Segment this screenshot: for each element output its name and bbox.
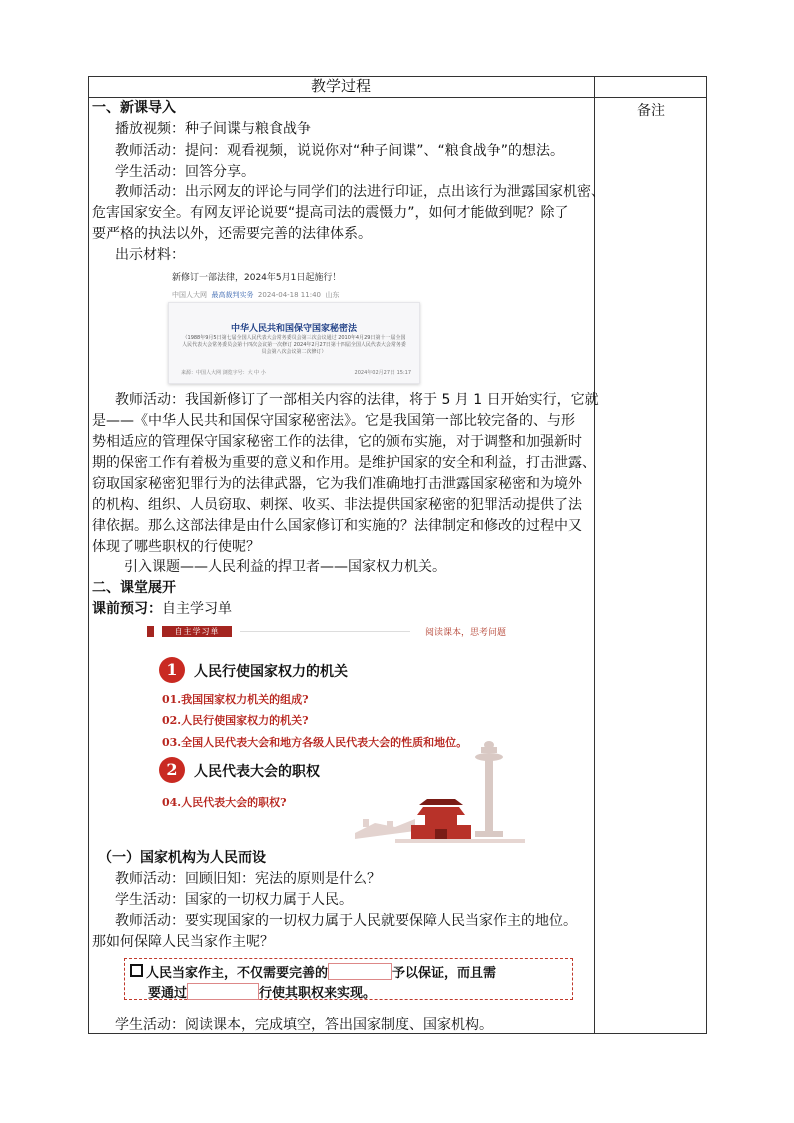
header-notes: 备注 xyxy=(637,103,665,119)
news-author: 最高裁判实务 xyxy=(211,291,254,299)
number-badge-1: 1 xyxy=(159,657,185,683)
text-line: 教师活动：回顾旧知：宪法的原则是什么？ xyxy=(115,871,381,887)
text-line: 出示材料： xyxy=(115,247,185,263)
news-card xyxy=(168,302,420,384)
text-line: 教师活动：出示网友的评论与同学们的法进行印证，点出该行为泄露国家机密、 xyxy=(115,184,605,200)
fill-text: 予以保证，而且需 xyxy=(392,966,497,981)
sheet-right-title: 阅读课本，思考问题 xyxy=(425,628,507,638)
question-4: 04.人民代表大会的职权? xyxy=(162,796,287,809)
number-badge-2: 2 xyxy=(159,757,185,783)
fill-text: 行使其职权来实现。 xyxy=(259,986,377,1001)
fill-line-2 xyxy=(148,982,376,1001)
text-line: 教师活动：提问：观看视频，说说你对“种子间谍”、“粮食战争”的想法。 xyxy=(115,143,565,159)
fill-text: 人民当家作主，不仅需要完善的 xyxy=(146,966,329,981)
fill-line-1 xyxy=(130,962,496,981)
question-3: 03.全国人民代表大会和地方各级人民代表大会的性质和地位。 xyxy=(162,736,468,749)
preview-text: 自主学习单 xyxy=(162,601,232,617)
preview-line xyxy=(92,600,232,618)
column-divider xyxy=(594,76,595,1034)
sheet-section-2: 人民代表大会的职权 xyxy=(194,764,320,780)
text-line: 教师活动：要实现国家的一切权力属于人民就要保障人民当家作主的地位。 xyxy=(115,913,577,929)
text-line: 那如何保障人民当家作主呢？ xyxy=(92,934,274,950)
sheet-tag: 自主学习单 xyxy=(162,626,232,637)
law-date: 2024年02月27日 15:17 xyxy=(354,370,411,376)
text-line: 势相适应的管理保守国家秘密工作的法律，它的颁布实施，对于调整和加强新时 xyxy=(92,434,582,450)
text-line: 学生活动：国家的一切权力属于人民。 xyxy=(115,892,353,908)
law-title: 中华人民共和国保守国家秘密法 xyxy=(230,324,357,334)
text-line: 要严格的执法以外，还需要完善的法律体系。 xyxy=(92,226,372,242)
subsection-1-title: （一）国家机构为人民而设 xyxy=(98,850,266,866)
checkbox-icon xyxy=(130,964,143,977)
law-source: 来源：中国人大网 浏览字号：大 中 小 xyxy=(181,370,266,376)
question-2: 02.人民行使国家权力的机关? xyxy=(162,714,309,727)
text-line: 学生活动：回答分享。 xyxy=(115,164,255,180)
fill-blank-2[interactable] xyxy=(187,983,259,1000)
header-teaching-process: 教学过程 xyxy=(310,77,371,95)
sheet-rule xyxy=(240,631,410,632)
section-2-title: 二、课堂展开 xyxy=(92,580,176,596)
news-source: 中国人大网 xyxy=(172,291,207,299)
tiananmen-decoration-icon xyxy=(355,735,525,845)
header-divider xyxy=(88,97,707,98)
text-line: 期的保密工作有着极为重要的意义和作用。是维护国家的安全和利益，打击泄露、 xyxy=(92,455,596,471)
news-location: 山东 xyxy=(325,291,340,299)
text-line: 播放视频：种子间谍与粮食战争 xyxy=(115,121,311,137)
news-time: 2024-04-18 11:40 xyxy=(257,291,321,299)
text-line: 教师活动：我国新修订了一部相关内容的法律，将于 5 月 1 日开始实行，它就 xyxy=(115,392,599,408)
text-line: 引入课题——人民利益的捍卫者——国家权力机关。 xyxy=(124,559,446,575)
text-line: 危害国家安全。有网友评论说要“提高司法的震慑力”，如何才能做到呢？除了 xyxy=(92,205,569,221)
text-line: 的机构、组织、人员窃取、刺探、收买、非法提供国家秘密的犯罪活动提供了法 xyxy=(92,497,582,513)
preview-label: 课前预习： xyxy=(92,601,162,617)
text-line: 学生活动：阅读课本，完成填空，答出国家制度、国家机构。 xyxy=(115,1017,493,1033)
section-1-title: 一、新课导入 xyxy=(92,100,176,116)
fill-text: 要通过 xyxy=(148,986,188,1001)
text-line: 体现了哪些职权的行使呢？ xyxy=(92,539,260,555)
news-headline: 新修订一部法律，2024年5月1日起施行！ xyxy=(172,273,342,283)
fill-blank-1[interactable] xyxy=(328,963,392,980)
law-body: （1988年9月5日第七届全国人民代表大会常务委员会第三次会议通过 2010年4月29日第十一届全国人民代表大会常务委员会第十四次会议第一次修订 2024年2月27日第十四届全国人民代表大会常务委员会第八次会议第二次修订） xyxy=(182,335,406,355)
text-line: 是——《中华人民共和国保守国家秘密法》。它是我国第一部比较完备的、与形 xyxy=(92,413,575,429)
text-line: 律依据。那么这部法律是由什么国家修订和实施的？法律制定和修改的过程中又 xyxy=(92,518,582,534)
news-meta xyxy=(172,290,339,300)
question-1: 01.我国国家权力机关的组成? xyxy=(162,693,309,706)
sheet-section-1: 人民行使国家权力的机关 xyxy=(194,664,348,680)
sheet-marker xyxy=(147,626,154,637)
text-line: 窃取国家秘密犯罪行为的法律武器，它为我们准确地打击泄露国家秘密和为境外 xyxy=(92,476,582,492)
